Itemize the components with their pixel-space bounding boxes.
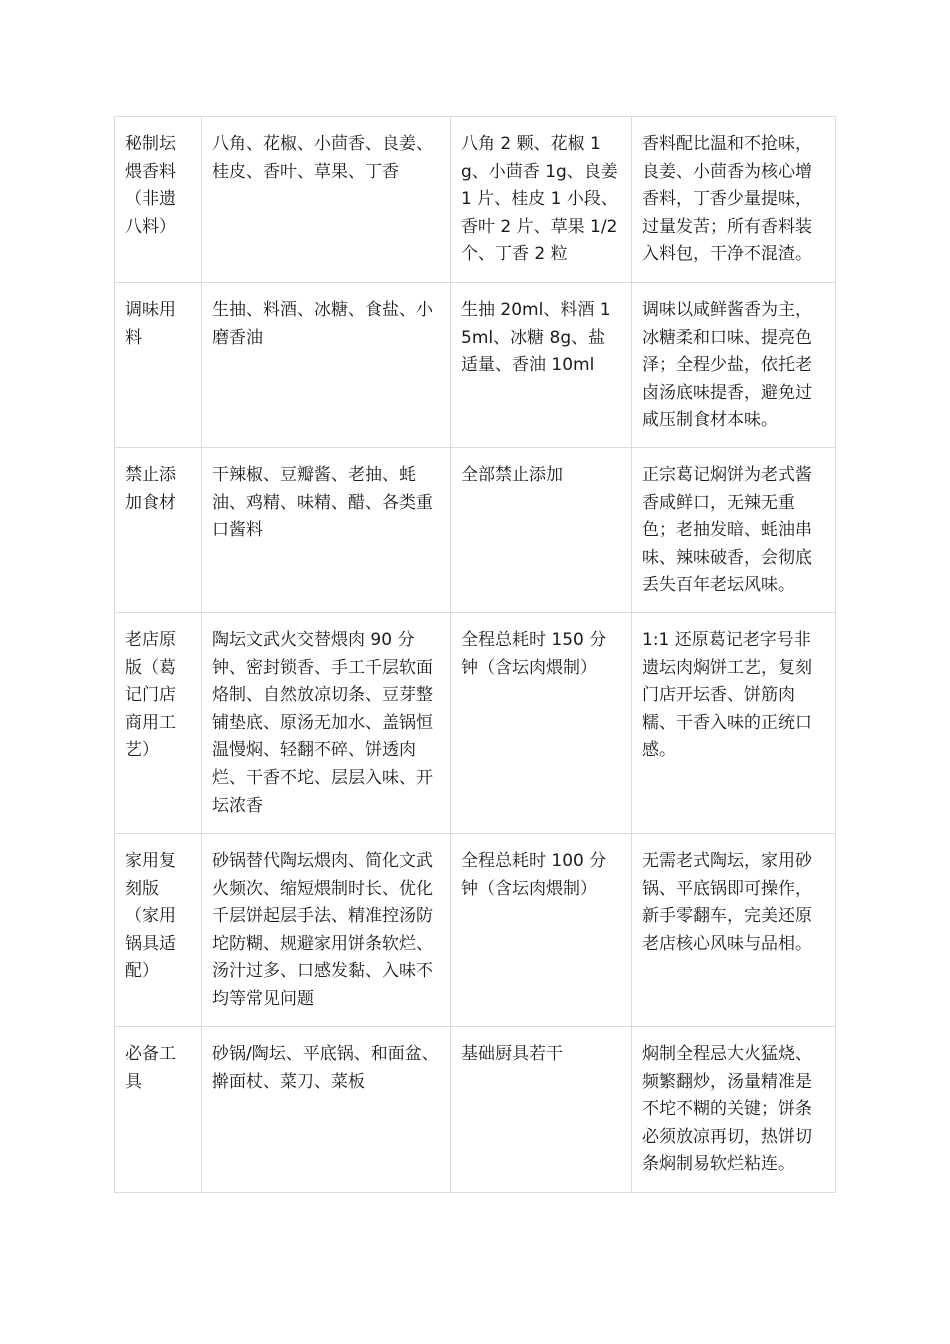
recipe-table bbox=[114, 116, 836, 1193]
cell-item: 家用复刻版（家用锅具适配） bbox=[115, 834, 202, 1027]
cell-note: 调味以咸鲜酱香为主，冰糖柔和口味、提亮色泽；全程少盐，依托老卤汤底味提香，避免过咸压制食材本味。 bbox=[632, 283, 836, 448]
cell-ingredients: 砂锅替代陶坛煨肉、简化文武火频次、缩短煨制时长、优化千层饼起层手法、精准控汤防坨防糊、规避家用饼条软烂、汤汁过多、口感发黏、入味不均等常见问题 bbox=[202, 834, 451, 1027]
cell-amount: 全程总耗时 150 分钟（含坛肉煨制） bbox=[451, 613, 632, 834]
cell-item: 秘制坛煨香料（非遗八料） bbox=[115, 117, 202, 283]
table-row bbox=[115, 283, 836, 448]
cell-note: 无需老式陶坛，家用砂锅、平底锅即可操作，新手零翻车，完美还原老店核心风味与品相。 bbox=[632, 834, 836, 1027]
cell-note: 焖制全程忌大火猛烧、频繁翻炒，汤量精准是不坨不糊的关键；饼条必须放凉再切，热饼切条焖制易软烂粘连。 bbox=[632, 1027, 836, 1193]
table-row bbox=[115, 1027, 836, 1193]
table-row bbox=[115, 613, 836, 834]
table-row bbox=[115, 117, 836, 283]
cell-amount: 基础厨具若干 bbox=[451, 1027, 632, 1193]
cell-ingredients: 干辣椒、豆瓣酱、老抽、蚝油、鸡精、味精、醋、各类重口酱料 bbox=[202, 448, 451, 613]
cell-item: 调味用料 bbox=[115, 283, 202, 448]
cell-amount: 全程总耗时 100 分钟（含坛肉煨制） bbox=[451, 834, 632, 1027]
cell-amount: 全部禁止添加 bbox=[451, 448, 632, 613]
cell-ingredients: 生抽、料酒、冰糖、食盐、小磨香油 bbox=[202, 283, 451, 448]
cell-item: 禁止添加食材 bbox=[115, 448, 202, 613]
table-row bbox=[115, 448, 836, 613]
cell-note: 1:1 还原葛记老字号非遗坛肉焖饼工艺，复刻门店开坛香、饼筋肉糯、干香入味的正统口感。 bbox=[632, 613, 836, 834]
cell-ingredients: 八角、花椒、小茴香、良姜、桂皮、香叶、草果、丁香 bbox=[202, 117, 451, 283]
cell-item: 老店原版（葛记门店商用工艺） bbox=[115, 613, 202, 834]
cell-amount: 八角 2 颗、花椒 1g、小茴香 1g、良姜 1 片、桂皮 1 小段、香叶 2 片、草果 1/2 个、丁香 2 粒 bbox=[451, 117, 632, 283]
cell-amount: 生抽 20ml、料酒 15ml、冰糖 8g、盐适量、香油 10ml bbox=[451, 283, 632, 448]
table-row bbox=[115, 834, 836, 1027]
cell-ingredients: 陶坛文武火交替煨肉 90 分钟、密封锁香、手工千层软面烙制、自然放凉切条、豆芽整铺垫底、原汤无加水、盖锅恒温慢焖、轻翻不碎、饼透肉烂、干香不坨、层层入味、开坛浓香 bbox=[202, 613, 451, 834]
cell-note: 香料配比温和不抢味，良姜、小茴香为核心增香料，丁香少量提味，过量发苦；所有香料装入料包，干净不混渣。 bbox=[632, 117, 836, 283]
cell-note: 正宗葛记焖饼为老式酱香咸鲜口，无辣无重色；老抽发暗、蚝油串味、辣味破香，会彻底丢失百年老坛风味。 bbox=[632, 448, 836, 613]
cell-item: 必备工具 bbox=[115, 1027, 202, 1193]
cell-ingredients: 砂锅/陶坛、平底锅、和面盆、擀面杖、菜刀、菜板 bbox=[202, 1027, 451, 1193]
